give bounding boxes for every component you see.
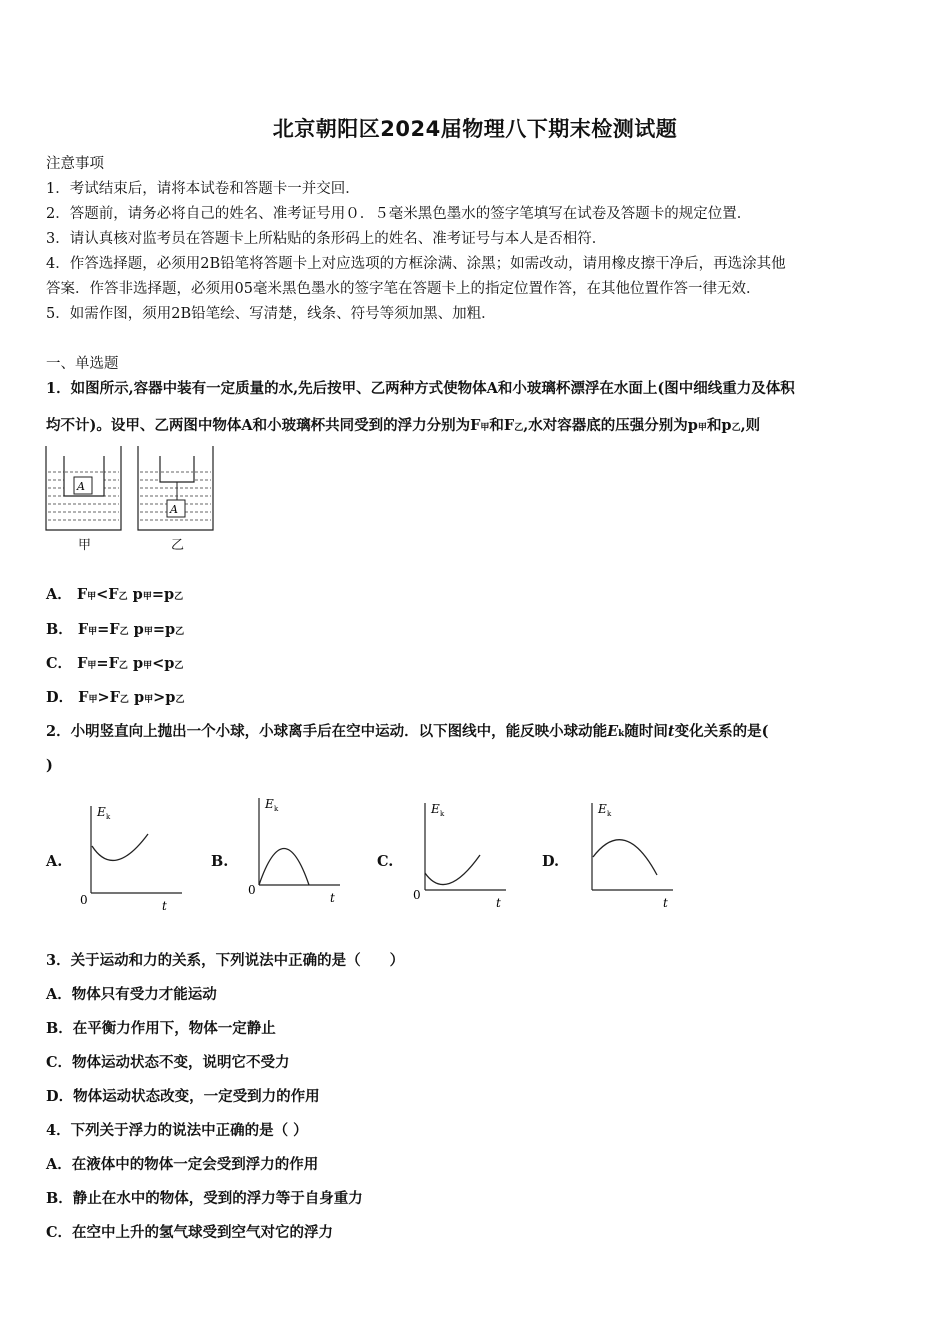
notice-item: 4．作答选择题，必须用2B铅笔将答题卡上对应选项的方框涂满、涂黑；如需改动，请用橡皮擦干净后，再选涂其他 — [46, 256, 786, 272]
q4-option: C．在空中上升的氢气球受到空气对它的浮力 — [46, 1224, 334, 1241]
svg-text:t: t — [330, 891, 335, 905]
notice-item: 2．答题前，请务必将自己的姓名、准考证号用０．５毫米黑色墨水的签字笔填写在试卷及答题卡的规定位置． — [46, 206, 752, 222]
page-title: 北京朝阳区2024届物理八下期末检测试题 — [272, 117, 678, 141]
svg-text:k: k — [440, 810, 445, 818]
q1-option: B． F甲=F乙 p甲=p乙 — [46, 621, 185, 638]
svg-text:t: t — [663, 896, 668, 910]
q1-stem-line1: 1．如图所示,容器中装有一定质量的水,先后按甲、乙两种方式使物体A和小玻璃杯漂浮在水面上(图中细线重力及体积 — [46, 380, 795, 397]
q3-stem: 3．关于运动和力的关系，下列说法中正确的是（ ） — [46, 952, 405, 969]
q1-figure-caption: 甲 — [78, 538, 92, 553]
svg-text:E: E — [265, 797, 274, 811]
q2-graph-letter: D. — [542, 853, 560, 870]
svg-text:k: k — [106, 813, 111, 821]
q3-option: B．在平衡力作用下，物体一定静止 — [46, 1020, 276, 1037]
svg-text:0: 0 — [413, 888, 421, 902]
notice-item: 5．如需作图，须用2B铅笔绘、写清楚，线条、符号等须加黑、加粗． — [46, 306, 496, 322]
q1-option: C． F甲=F乙 p甲<p乙 — [46, 655, 184, 672]
q4-option: B．静止在水中的物体，受到的浮力等于自身重力 — [46, 1190, 363, 1207]
q2-graph-letter: A. — [46, 853, 63, 870]
q2-graph-a — [76, 798, 186, 916]
q2-stem-line1: 2．小明竖直向上抛出一个小球，小球离手后在空中运动．以下图线中，能反映小球动能Ek随时间t变化关系的是( — [46, 723, 769, 740]
q1-figure-caption: 乙 — [171, 538, 185, 553]
q3-option: D．物体运动状态改变，一定受到力的作用 — [46, 1088, 320, 1105]
notice-item: 答案．作答非选择题，必须用05毫米黑色墨水的签字笔在答题卡上的指定位置作答，在其他位置作答一律无效． — [46, 281, 761, 297]
svg-text:0: 0 — [80, 893, 88, 907]
svg-text:t: t — [496, 896, 501, 910]
q1-figure-jia — [44, 444, 124, 534]
q2-graph-b — [244, 790, 344, 908]
svg-text:t: t — [162, 899, 167, 913]
notice-heading: 注意事项 — [46, 156, 104, 172]
q3-option: A．物体只有受力才能运动 — [46, 986, 217, 1003]
svg-text:E: E — [97, 805, 106, 819]
section-heading: 一、单选题 — [46, 356, 119, 372]
q3-option: C．物体运动状态不变，说明它不受力 — [46, 1054, 290, 1071]
svg-text:k: k — [607, 810, 612, 818]
q2-stem-line2: ) — [46, 757, 53, 774]
q2-graph-d — [577, 795, 677, 913]
svg-text:A: A — [170, 503, 178, 516]
q2-graph-c — [410, 795, 510, 913]
svg-text:0: 0 — [248, 883, 256, 897]
q1-stem-line2: 均不计)。设甲、乙两图中物体A和小玻璃杯共同受到的浮力分别为F甲和F乙,水对容器底的压强分别为p甲和p乙,则 — [46, 417, 761, 434]
q2-graph-letter: B. — [211, 853, 229, 870]
q1-option: A． F甲<F乙 p甲=p乙 — [46, 586, 184, 603]
q1-option: D． F甲>F乙 p甲>p乙 — [46, 689, 185, 706]
q4-option: A．在液体中的物体一定会受到浮力的作用 — [46, 1156, 319, 1173]
q1-figure-yi — [136, 444, 216, 534]
svg-text:k: k — [274, 805, 279, 813]
svg-text:E: E — [431, 802, 440, 816]
svg-text:E: E — [598, 802, 607, 816]
notice-item: 3．请认真核对监考员在答题卡上所粘贴的条形码上的姓名、准考证号与本人是否相符． — [46, 231, 607, 247]
q2-graph-letter: C. — [377, 853, 394, 870]
notice-item: 1．考试结束后，请将本试卷和答题卡一并交回． — [46, 181, 360, 197]
q4-stem: 4．下列关于浮力的说法中正确的是（ ） — [46, 1122, 308, 1139]
q1-object-label: A — [77, 480, 85, 493]
